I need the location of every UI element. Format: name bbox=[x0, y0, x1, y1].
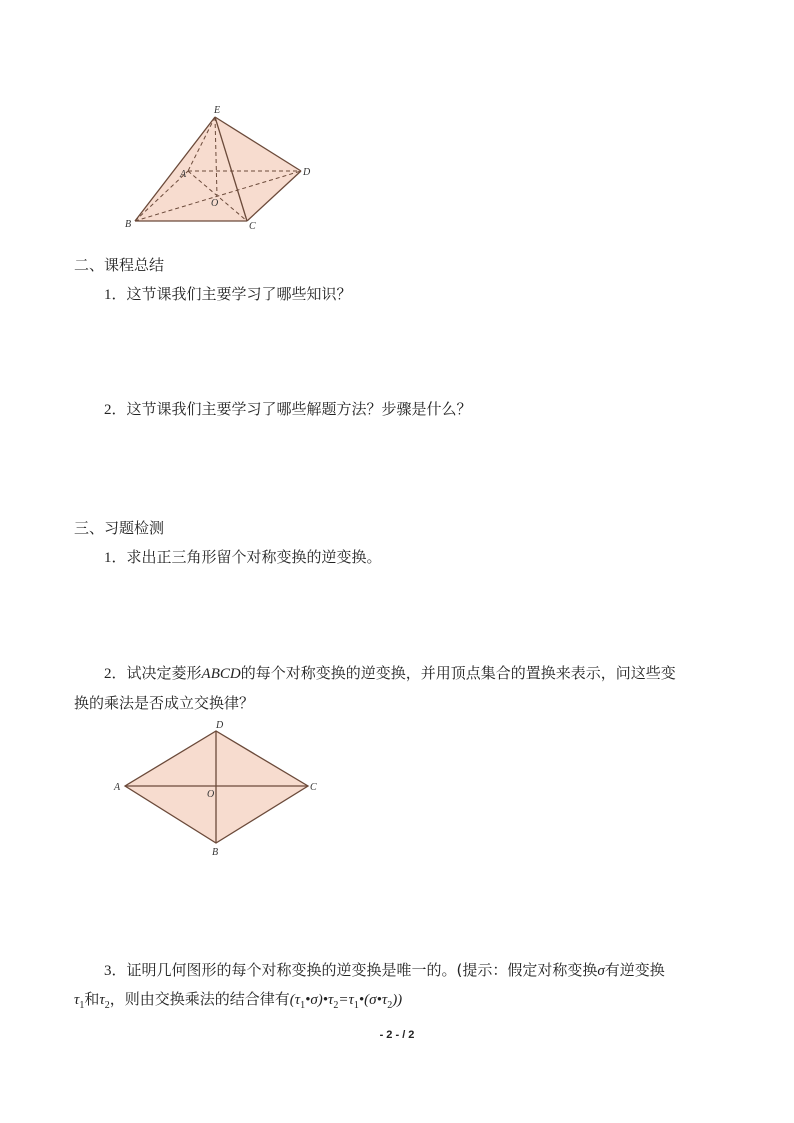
section3-question-1 bbox=[104, 547, 382, 568]
label-b: B bbox=[212, 847, 219, 858]
label-o: O bbox=[211, 198, 219, 209]
question-number: 1． bbox=[104, 550, 127, 566]
question-number: 2． bbox=[104, 402, 127, 418]
tau2-symbol: τ bbox=[99, 992, 105, 1008]
formula-subscript-2: 2 bbox=[333, 1000, 339, 1011]
formula-part-b: •σ)•τ bbox=[305, 992, 334, 1008]
question-text: 这节课我们主要学习了哪些知识？ bbox=[126, 285, 352, 303]
question-number: 3． bbox=[104, 963, 127, 979]
question-number: 1． bbox=[104, 287, 127, 303]
question-text-b: 有逆变换 bbox=[604, 961, 665, 979]
section2-question-2 bbox=[104, 399, 472, 420]
section2-heading: 二、课程总结 bbox=[74, 256, 165, 274]
section3-question-2-line1 bbox=[104, 663, 676, 684]
question-text-a: 证明几何图形的每个对称变换的逆变换是唯一的。(提示：假定对称变换 bbox=[126, 961, 598, 979]
question-number: 2． bbox=[104, 666, 127, 682]
formula-part-a: (τ bbox=[289, 992, 301, 1008]
formula-part-d: •(σ•τ bbox=[358, 992, 388, 1008]
formula-subscript-1: 1 bbox=[300, 1000, 306, 1011]
label-d: D bbox=[216, 720, 224, 731]
tau1-subscript: 1 bbox=[79, 1000, 85, 1011]
label-c: C bbox=[310, 782, 317, 793]
section2-question-1 bbox=[104, 284, 352, 305]
question-text-a: 试决定菱形 bbox=[126, 664, 202, 682]
sigma-symbol: σ bbox=[597, 963, 605, 979]
label-o: O bbox=[207, 789, 215, 800]
question-text-b: 的每个对称变换的逆变换，并用顶点集合的置换来表示，问这些变 bbox=[240, 664, 676, 682]
section3-question-2-line2: 换的乘法是否成立交换律？ bbox=[74, 694, 255, 712]
tau1-symbol: τ bbox=[74, 992, 80, 1008]
question-text: 这节课我们主要学习了哪些解题方法？步骤是什么？ bbox=[126, 400, 472, 418]
section3-question-3-line2 bbox=[74, 989, 402, 1016]
formula-subscript-4: 2 bbox=[387, 1000, 393, 1011]
question-text-c: ，则由交换乘法的结合律有 bbox=[109, 990, 290, 1008]
formula-part-c: =τ bbox=[338, 992, 354, 1008]
label-c: C bbox=[249, 221, 256, 232]
label-b: B bbox=[125, 219, 132, 230]
label-a: A bbox=[180, 169, 187, 180]
page-number: - 2 - / 2 bbox=[379, 1029, 415, 1041]
section3-heading: 三、习题检测 bbox=[74, 519, 165, 537]
rhombus-name: ABCD bbox=[201, 666, 241, 682]
and-text: 和 bbox=[84, 990, 100, 1008]
pyramid-figure bbox=[118, 100, 318, 235]
question-text: 求出正三角形留个对称变换的逆变换。 bbox=[126, 548, 382, 566]
section3-question-3-line1 bbox=[104, 960, 665, 981]
label-d: D bbox=[303, 167, 311, 178]
tau2-subscript: 2 bbox=[104, 1000, 110, 1011]
rhombus-figure bbox=[112, 715, 322, 860]
label-a: A bbox=[114, 782, 121, 793]
formula-part-e: )) bbox=[392, 992, 403, 1008]
label-e: E bbox=[214, 105, 221, 116]
formula-subscript-3: 1 bbox=[353, 1000, 359, 1011]
